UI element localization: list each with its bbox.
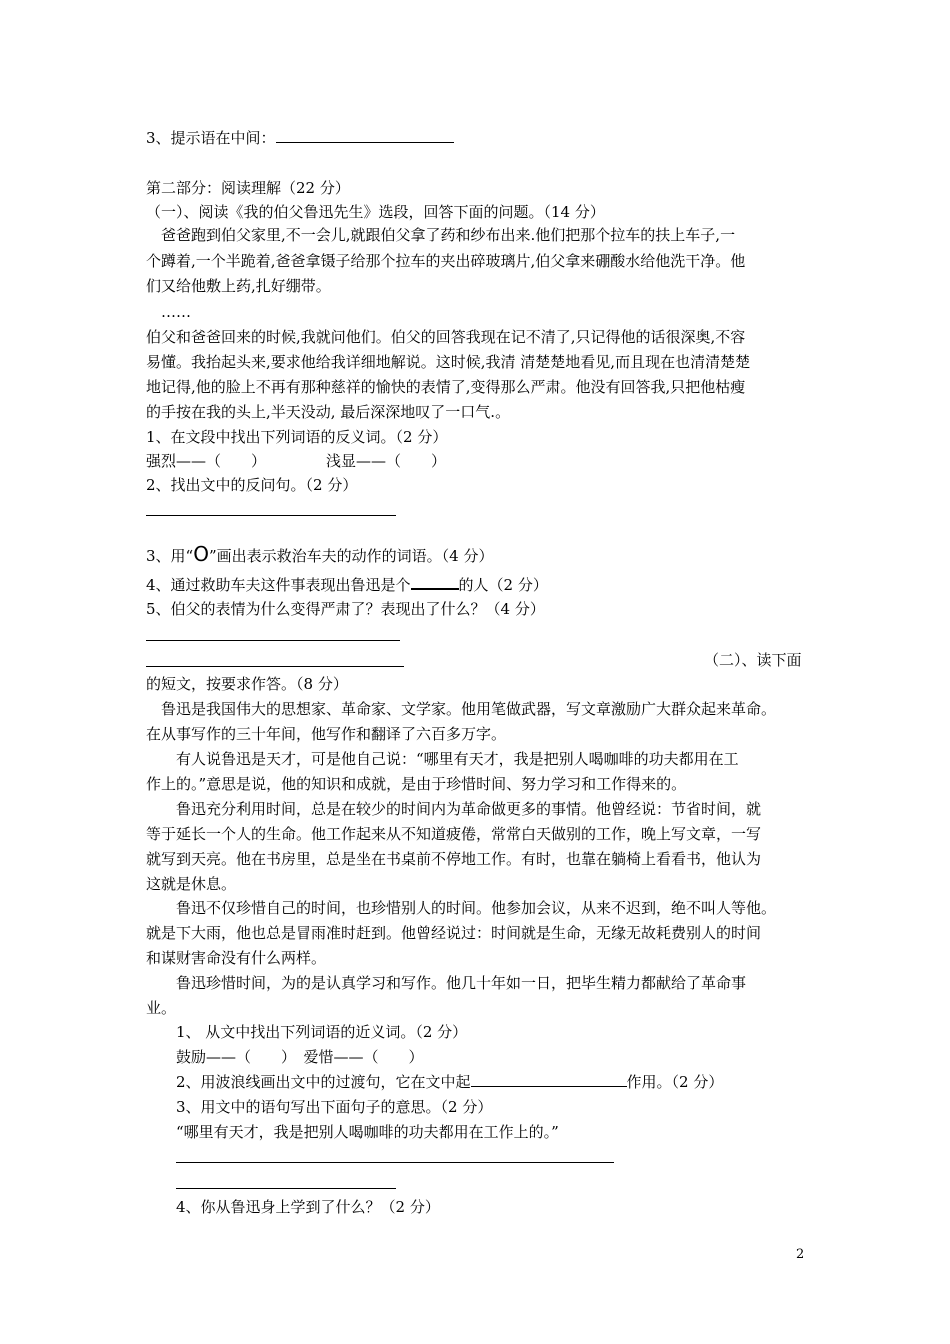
passage3-line: 等于延长一个人的生命。他工作起来从不知道疲倦，常常白天做别的工作，晚上写文章，一写 (146, 825, 762, 843)
passage-ellipsis: …… (146, 303, 192, 321)
s2-q3-answer-line[interactable] (176, 1162, 614, 1163)
s1-question-1-a: 强烈——（ ） (146, 452, 267, 470)
passage3-line: 鲁迅是我国伟大的思想家、革命家、文学家。他用笔做武器，写文章激励广大群众起来革命。 (146, 700, 777, 718)
s1-question-4 (146, 574, 548, 596)
page-number: 2 (796, 1247, 805, 1262)
passage1-line: 们又给他敷上药,扎好绷带。 (146, 277, 331, 295)
passage3-line: 作上的。”意思是说，他的知识和成就，是由于珍惜时间、努力学习和工作得来的。 (146, 775, 687, 793)
s2-q2-text-pre: 2、用波浪线画出文中的过渡句，它在文中起 (146, 1073, 471, 1091)
passage3-line: 在从事写作的三十年间，他写作和翻译了六百多万字。 (146, 725, 507, 743)
s2-question-1: 1、 从文中找出下列词语的近义词。（2 分） (146, 1023, 468, 1041)
s1-q4-text-post: 的人（2 分） (458, 576, 548, 594)
s1-question-3 (146, 543, 493, 565)
s1-q4-text-pre: 4、通过救助车夫这件事表现出鲁迅是个 (146, 576, 411, 594)
s1-q5-answer-line[interactable] (146, 666, 404, 667)
s2-question-2 (146, 1071, 723, 1093)
s2-q2-text-post: 作用。（2 分） (626, 1073, 724, 1091)
s2-question-3: 3、用文中的语句写出下面句子的意思。（2 分） (146, 1098, 493, 1116)
passage2-line: 伯父和爸爸回来的时候,我就问他们。伯父的回答我现在记不清了,只记得他的话很深奥,不容 (146, 328, 746, 346)
passage2-line: 的手按在我的头上,半天没动, 最后深深地叹了一口气.。 (146, 403, 511, 421)
passage3-line: 业。 (146, 999, 177, 1017)
s1-question-2: 2、找出文中的反问句。（2 分） (146, 476, 358, 494)
s1-q3-text-post: ”画出表示救治车夫的动作的词语。（4 分） (208, 547, 494, 565)
q3-prompt: 3、提示语在中间： (146, 129, 276, 147)
section1-title: （一）、阅读《我的伯父鲁迅先生》选段，回答下面的问题。（14 分） (146, 203, 605, 221)
passage3-line: 这就是休息。 (146, 875, 237, 893)
passage3-line: 有人说鲁迅是天才，可是他自己说：“哪里有天才，我是把别人喝咖啡的功夫都用在工 (146, 750, 739, 768)
passage3-line: 就写到天亮。他在书房里，总是坐在书桌前不停地工作。有时，也靠在躺椅上看看书，他认为 (146, 850, 762, 868)
passage3-line: 鲁迅珍惜时间，为的是认真学习和写作。他几十年如一日，把毕生精力都献给了革命事 (146, 974, 747, 992)
passage2-line: 易懂。我抬起头来,要求他给我详细地解说。这时候,我清 清楚楚地看见,而且现在也清清楚楚 (146, 353, 751, 371)
q3-prompt-line (146, 127, 454, 149)
section2-title-a: （二）、读下面 (704, 651, 802, 669)
s2-question-1-ab: 鼓励——（ ） 爱惜——（ ） (146, 1048, 424, 1066)
s2-q3-answer-line[interactable] (176, 1188, 396, 1189)
passage3-line: 和谋财害命没有什么两样。 (146, 949, 327, 967)
passage1-line: 个蹲着,一个半跪着,爸爸拿镊子给那个拉车的夹出碎玻璃片,伯父拿来硼酸水给他洗干净。他 (146, 252, 746, 270)
passage3-line: 鲁迅充分利用时间，总是在较少的时间内为革命做更多的事情。他曾经说：节省时间，就 (146, 800, 762, 818)
q3-answer-blank[interactable] (276, 142, 454, 143)
s2-question-3-quote: “哪里有天才，我是把别人喝咖啡的功夫都用在工作上的。” (146, 1123, 559, 1141)
s1-q2-answer-line[interactable] (146, 515, 396, 516)
s1-q5-answer-line[interactable] (146, 640, 400, 641)
s2-q2-answer-blank[interactable] (471, 1086, 627, 1087)
s1-question-1: 1、在文段中找出下列词语的反义词。（2 分） (146, 428, 448, 446)
passage3-line: 鲁迅不仅珍惜自己的时间，也珍惜别人的时间。他参加会议，从来不迟到，绝不叫人等他。 (146, 899, 777, 917)
s2-question-4: 4、你从鲁迅身上学到了什么？（2 分） (146, 1198, 440, 1216)
circle-symbol: O (193, 542, 209, 566)
s1-q3-text-pre: 3、用“ (146, 547, 194, 565)
part2-title: 第二部分：阅读理解（22 分） (146, 179, 350, 197)
passage3-line: 就是下大雨，他也总是冒雨准时赶到。他曾经说过：时间就是生命，无缘无故耗费别人的时间 (146, 924, 762, 942)
passage2-line: 地记得,他的脸上不再有那种慈祥的愉快的表情了,变得那么严肃。他没有回答我,只把他枯瘦 (146, 378, 746, 396)
s1-q4-answer-blank[interactable] (411, 588, 459, 590)
s1-question-1-b: 浅显——（ ） (326, 452, 447, 470)
s1-question-5: 5、伯父的表情为什么变得严肃了？表现出了什么？（4 分） (146, 600, 545, 618)
passage1-line: 爸爸跑到伯父家里,不一会儿,就跟伯父拿了药和纱布出来.他们把那个拉车的扶上车子,一 (146, 226, 736, 244)
section2-title-b: 的短文，按要求作答。（8 分） (146, 675, 348, 693)
